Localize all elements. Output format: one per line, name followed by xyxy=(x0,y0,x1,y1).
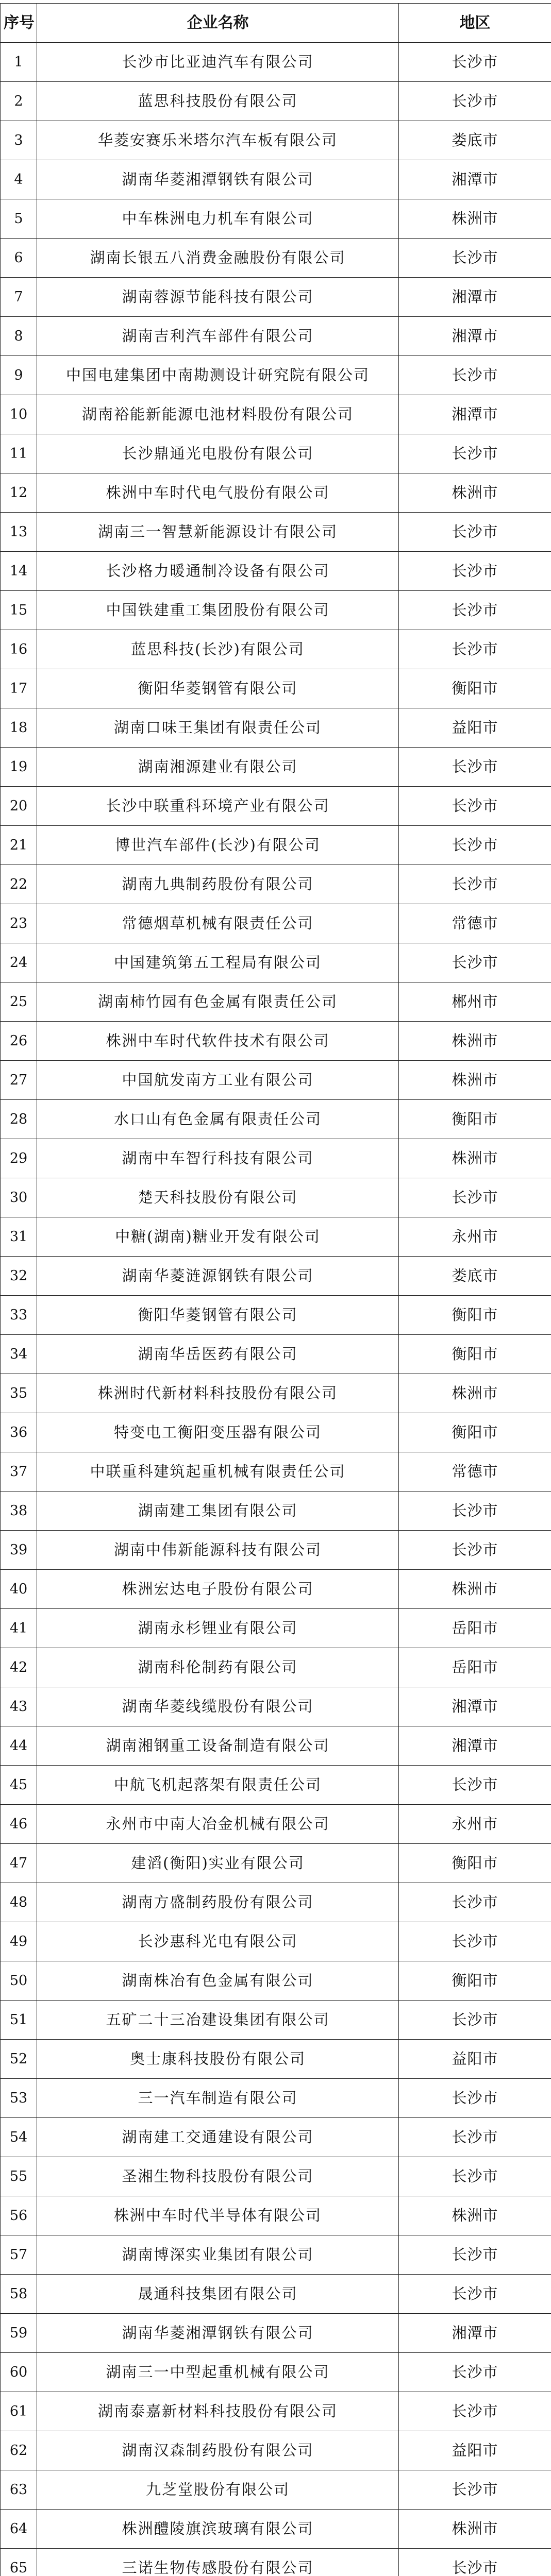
row-enterprise-name: 特变电工衡阳变压器有限公司 xyxy=(37,1413,399,1452)
row-serial-number: 38 xyxy=(1,1492,37,1531)
row-serial-number: 48 xyxy=(1,1883,37,1922)
row-serial-number: 16 xyxy=(1,630,37,669)
table-row xyxy=(1,1257,551,1296)
row-region: 岳阳市 xyxy=(399,1648,551,1687)
row-serial-number: 49 xyxy=(1,1922,37,1961)
table-row xyxy=(1,1531,551,1570)
row-enterprise-name: 湖南株冶有色金属有限公司 xyxy=(37,1961,399,2001)
row-serial-number: 1 xyxy=(1,43,37,82)
row-enterprise-name: 湖南泰嘉新材料科技股份有限公司 xyxy=(37,2392,399,2431)
row-enterprise-name: 湖南华菱涟源钢铁有限公司 xyxy=(37,1257,399,1296)
row-serial-number: 5 xyxy=(1,199,37,239)
row-serial-number: 22 xyxy=(1,865,37,904)
row-enterprise-name: 湖南科伦制药有限公司 xyxy=(37,1648,399,1687)
row-enterprise-name: 永州市中南大冶金机械有限公司 xyxy=(37,1805,399,1844)
row-region: 湘潭市 xyxy=(399,1726,551,1766)
row-enterprise-name: 湖南博深实业集团有限公司 xyxy=(37,2235,399,2275)
row-enterprise-name: 湖南华菱线缆股份有限公司 xyxy=(37,1687,399,1726)
row-serial-number: 17 xyxy=(1,669,37,708)
row-enterprise-name: 中糖(湖南)糖业开发有限公司 xyxy=(37,1217,399,1257)
row-serial-number: 24 xyxy=(1,943,37,982)
row-serial-number: 56 xyxy=(1,2196,37,2235)
row-serial-number: 28 xyxy=(1,1100,37,1139)
row-region: 长沙市 xyxy=(399,1883,551,1922)
row-enterprise-name: 衡阳华菱钢管有限公司 xyxy=(37,1296,399,1335)
table-row xyxy=(1,2314,551,2353)
table-row xyxy=(1,630,551,669)
row-region: 湘潭市 xyxy=(399,2314,551,2353)
table-row xyxy=(1,473,551,513)
row-enterprise-name: 衡阳华菱钢管有限公司 xyxy=(37,669,399,708)
row-serial-number: 20 xyxy=(1,787,37,826)
table-row xyxy=(1,1061,551,1100)
row-enterprise-name: 湖南方盛制药股份有限公司 xyxy=(37,1883,399,1922)
row-region: 常德市 xyxy=(399,904,551,943)
row-enterprise-name: 株洲时代新材料科技股份有限公司 xyxy=(37,1374,399,1413)
row-region: 长沙市 xyxy=(399,943,551,982)
row-enterprise-name: 长沙中联重科环境产业有限公司 xyxy=(37,787,399,826)
row-enterprise-name: 湖南湘源建业有限公司 xyxy=(37,748,399,787)
row-region: 娄底市 xyxy=(399,1257,551,1296)
table-row xyxy=(1,1374,551,1413)
row-region: 株洲市 xyxy=(399,1139,551,1178)
row-serial-number: 29 xyxy=(1,1139,37,1178)
table-row xyxy=(1,1687,551,1726)
row-region: 长沙市 xyxy=(399,1766,551,1805)
row-serial-number: 3 xyxy=(1,121,37,160)
row-serial-number: 51 xyxy=(1,2001,37,2040)
table-header-row xyxy=(1,4,551,43)
row-region: 长沙市 xyxy=(399,2079,551,2118)
row-region: 长沙市 xyxy=(399,1922,551,1961)
table-row xyxy=(1,1335,551,1374)
row-enterprise-name: 湖南湘钢重工设备制造有限公司 xyxy=(37,1726,399,1766)
row-region: 长沙市 xyxy=(399,2353,551,2392)
row-serial-number: 13 xyxy=(1,513,37,552)
table-row xyxy=(1,2392,551,2431)
table-row xyxy=(1,787,551,826)
row-region: 长沙市 xyxy=(399,2157,551,2196)
row-enterprise-name: 湖南九典制药股份有限公司 xyxy=(37,865,399,904)
header-region: 地区 xyxy=(399,4,551,43)
table-row xyxy=(1,121,551,160)
row-region: 长沙市 xyxy=(399,2235,551,2275)
row-enterprise-name: 湖南建工集团有限公司 xyxy=(37,1492,399,1531)
row-enterprise-name: 湖南吉利汽车部件有限公司 xyxy=(37,317,399,356)
row-region: 长沙市 xyxy=(399,1492,551,1531)
header-enterprise-name: 企业名称 xyxy=(37,4,399,43)
table-row xyxy=(1,1961,551,2001)
row-region: 长沙市 xyxy=(399,239,551,278)
row-enterprise-name: 长沙格力暖通制冷设备有限公司 xyxy=(37,552,399,591)
table-row xyxy=(1,2040,551,2079)
row-enterprise-name: 株洲中车时代软件技术有限公司 xyxy=(37,1022,399,1061)
row-region: 株洲市 xyxy=(399,473,551,513)
row-serial-number: 61 xyxy=(1,2392,37,2431)
row-region: 衡阳市 xyxy=(399,1413,551,1452)
row-region: 长沙市 xyxy=(399,787,551,826)
table-row xyxy=(1,708,551,748)
row-serial-number: 62 xyxy=(1,2431,37,2470)
row-serial-number: 44 xyxy=(1,1726,37,1766)
row-region: 永州市 xyxy=(399,1217,551,1257)
row-serial-number: 64 xyxy=(1,2510,37,2549)
row-region: 长沙市 xyxy=(399,826,551,865)
row-serial-number: 35 xyxy=(1,1374,37,1413)
row-serial-number: 4 xyxy=(1,160,37,199)
row-region: 长沙市 xyxy=(399,82,551,121)
row-region: 衡阳市 xyxy=(399,1335,551,1374)
row-enterprise-name: 三诺生物传感股份有限公司 xyxy=(37,2549,399,2576)
table-row xyxy=(1,395,551,434)
table-row xyxy=(1,1766,551,1805)
row-enterprise-name: 蓝思科技股份有限公司 xyxy=(37,82,399,121)
table-row xyxy=(1,1139,551,1178)
row-region: 长沙市 xyxy=(399,552,551,591)
table-row xyxy=(1,2001,551,2040)
table-row xyxy=(1,356,551,395)
row-enterprise-name: 楚天科技股份有限公司 xyxy=(37,1178,399,1217)
row-region: 湘潭市 xyxy=(399,395,551,434)
row-region: 长沙市 xyxy=(399,1178,551,1217)
row-enterprise-name: 株洲宏达电子股份有限公司 xyxy=(37,1570,399,1609)
row-serial-number: 46 xyxy=(1,1805,37,1844)
row-serial-number: 36 xyxy=(1,1413,37,1452)
row-enterprise-name: 博世汽车部件(长沙)有限公司 xyxy=(37,826,399,865)
row-enterprise-name: 湖南三一智慧新能源设计有限公司 xyxy=(37,513,399,552)
row-enterprise-name: 株洲中车时代半导体有限公司 xyxy=(37,2196,399,2235)
row-serial-number: 40 xyxy=(1,1570,37,1609)
row-enterprise-name: 水口山有色金属有限责任公司 xyxy=(37,1100,399,1139)
table-row xyxy=(1,1726,551,1766)
row-region: 长沙市 xyxy=(399,1531,551,1570)
enterprise-list-sheet xyxy=(0,3,551,2576)
row-region: 株洲市 xyxy=(399,1061,551,1100)
table-row xyxy=(1,160,551,199)
row-region: 益阳市 xyxy=(399,708,551,748)
row-region: 衡阳市 xyxy=(399,1844,551,1883)
row-serial-number: 8 xyxy=(1,317,37,356)
row-serial-number: 7 xyxy=(1,278,37,317)
table-body xyxy=(1,43,551,2576)
row-region: 长沙市 xyxy=(399,513,551,552)
row-region: 长沙市 xyxy=(399,865,551,904)
row-serial-number: 25 xyxy=(1,982,37,1022)
row-serial-number: 60 xyxy=(1,2353,37,2392)
row-enterprise-name: 中车株洲电力机车有限公司 xyxy=(37,199,399,239)
table-row xyxy=(1,669,551,708)
row-enterprise-name: 株洲中车时代电气股份有限公司 xyxy=(37,473,399,513)
row-enterprise-name: 湖南华菱湘潭钢铁有限公司 xyxy=(37,2314,399,2353)
row-region: 衡阳市 xyxy=(399,1100,551,1139)
table-row xyxy=(1,43,551,82)
row-enterprise-name: 长沙鼎通光电股份有限公司 xyxy=(37,434,399,473)
row-enterprise-name: 湖南柿竹园有色金属有限责任公司 xyxy=(37,982,399,1022)
row-region: 常德市 xyxy=(399,1452,551,1492)
table-row xyxy=(1,239,551,278)
table-row xyxy=(1,1883,551,1922)
row-enterprise-name: 湖南三一中型起重机械有限公司 xyxy=(37,2353,399,2392)
row-serial-number: 59 xyxy=(1,2314,37,2353)
row-region: 衡阳市 xyxy=(399,1296,551,1335)
row-region: 湘潭市 xyxy=(399,160,551,199)
table-row xyxy=(1,434,551,473)
row-region: 湘潭市 xyxy=(399,317,551,356)
row-enterprise-name: 湖南华菱湘潭钢铁有限公司 xyxy=(37,160,399,199)
row-serial-number: 52 xyxy=(1,2040,37,2079)
row-serial-number: 33 xyxy=(1,1296,37,1335)
row-region: 郴州市 xyxy=(399,982,551,1022)
row-enterprise-name: 中国电建集团中南勘测设计研究院有限公司 xyxy=(37,356,399,395)
table-row xyxy=(1,2157,551,2196)
row-serial-number: 21 xyxy=(1,826,37,865)
row-serial-number: 12 xyxy=(1,473,37,513)
row-region: 衡阳市 xyxy=(399,1961,551,2001)
row-enterprise-name: 三一汽车制造有限公司 xyxy=(37,2079,399,2118)
table-row xyxy=(1,2431,551,2470)
table-row xyxy=(1,1648,551,1687)
row-enterprise-name: 湖南中伟新能源科技有限公司 xyxy=(37,1531,399,1570)
table-row xyxy=(1,317,551,356)
table-row xyxy=(1,2470,551,2510)
row-region: 株洲市 xyxy=(399,1374,551,1413)
row-region: 益阳市 xyxy=(399,2431,551,2470)
table-row xyxy=(1,904,551,943)
table-row xyxy=(1,748,551,787)
row-region: 娄底市 xyxy=(399,121,551,160)
row-region: 株洲市 xyxy=(399,2196,551,2235)
row-serial-number: 54 xyxy=(1,2118,37,2157)
row-enterprise-name: 华菱安赛乐米塔尔汽车板有限公司 xyxy=(37,121,399,160)
row-serial-number: 43 xyxy=(1,1687,37,1726)
row-serial-number: 18 xyxy=(1,708,37,748)
table-row xyxy=(1,1452,551,1492)
row-enterprise-name: 长沙惠科光电有限公司 xyxy=(37,1922,399,1961)
row-region: 长沙市 xyxy=(399,748,551,787)
table-row xyxy=(1,2235,551,2275)
row-serial-number: 23 xyxy=(1,904,37,943)
table-row xyxy=(1,513,551,552)
row-enterprise-name: 五矿二十三冶建设集团有限公司 xyxy=(37,2001,399,2040)
table-row xyxy=(1,1609,551,1648)
row-enterprise-name: 中联重科建筑起重机械有限责任公司 xyxy=(37,1452,399,1492)
table-row xyxy=(1,552,551,591)
table-row xyxy=(1,865,551,904)
row-serial-number: 57 xyxy=(1,2235,37,2275)
row-enterprise-name: 九芝堂股份有限公司 xyxy=(37,2470,399,2510)
row-serial-number: 63 xyxy=(1,2470,37,2510)
row-serial-number: 6 xyxy=(1,239,37,278)
row-serial-number: 10 xyxy=(1,395,37,434)
row-serial-number: 47 xyxy=(1,1844,37,1883)
row-serial-number: 11 xyxy=(1,434,37,473)
table-row xyxy=(1,1570,551,1609)
row-region: 株洲市 xyxy=(399,1570,551,1609)
row-serial-number: 37 xyxy=(1,1452,37,1492)
row-enterprise-name: 湖南长银五八消费金融股份有限公司 xyxy=(37,239,399,278)
row-serial-number: 45 xyxy=(1,1766,37,1805)
table-row xyxy=(1,82,551,121)
row-enterprise-name: 晟通科技集团有限公司 xyxy=(37,2275,399,2314)
row-region: 长沙市 xyxy=(399,356,551,395)
row-region: 湘潭市 xyxy=(399,1687,551,1726)
table-row xyxy=(1,199,551,239)
row-enterprise-name: 湖南华岳医药有限公司 xyxy=(37,1335,399,1374)
row-region: 长沙市 xyxy=(399,434,551,473)
row-enterprise-name: 长沙市比亚迪汽车有限公司 xyxy=(37,43,399,82)
row-enterprise-name: 中国铁建重工集团股份有限公司 xyxy=(37,591,399,630)
table-row xyxy=(1,1844,551,1883)
row-region: 长沙市 xyxy=(399,43,551,82)
row-enterprise-name: 湖南蓉源节能科技有限公司 xyxy=(37,278,399,317)
table-row xyxy=(1,1178,551,1217)
table-row xyxy=(1,1217,551,1257)
enterprise-table xyxy=(0,3,551,2576)
row-region: 长沙市 xyxy=(399,2549,551,2576)
row-serial-number: 58 xyxy=(1,2275,37,2314)
row-serial-number: 41 xyxy=(1,1609,37,1648)
table-row xyxy=(1,2118,551,2157)
row-enterprise-name: 株洲醴陵旗滨玻璃有限公司 xyxy=(37,2510,399,2549)
table-row xyxy=(1,1413,551,1452)
row-region: 岳阳市 xyxy=(399,1609,551,1648)
table-row xyxy=(1,1022,551,1061)
row-enterprise-name: 湖南建工交通建设有限公司 xyxy=(37,2118,399,2157)
table-row xyxy=(1,1296,551,1335)
table-row xyxy=(1,278,551,317)
table-row xyxy=(1,1492,551,1531)
row-serial-number: 27 xyxy=(1,1061,37,1100)
row-serial-number: 19 xyxy=(1,748,37,787)
row-serial-number: 14 xyxy=(1,552,37,591)
row-serial-number: 39 xyxy=(1,1531,37,1570)
table-row xyxy=(1,826,551,865)
row-region: 长沙市 xyxy=(399,2470,551,2510)
row-region: 益阳市 xyxy=(399,2040,551,2079)
row-region: 长沙市 xyxy=(399,2118,551,2157)
row-serial-number: 50 xyxy=(1,1961,37,2001)
row-enterprise-name: 中国航发南方工业有限公司 xyxy=(37,1061,399,1100)
table-row xyxy=(1,2079,551,2118)
row-enterprise-name: 湖南汉森制药股份有限公司 xyxy=(37,2431,399,2470)
row-serial-number: 55 xyxy=(1,2157,37,2196)
table-row xyxy=(1,943,551,982)
table-row xyxy=(1,2353,551,2392)
table-row xyxy=(1,1100,551,1139)
row-enterprise-name: 湖南口味王集团有限责任公司 xyxy=(37,708,399,748)
row-region: 长沙市 xyxy=(399,630,551,669)
row-enterprise-name: 奥士康科技股份有限公司 xyxy=(37,2040,399,2079)
row-serial-number: 31 xyxy=(1,1217,37,1257)
row-enterprise-name: 湖南中车智行科技有限公司 xyxy=(37,1139,399,1178)
row-region: 湘潭市 xyxy=(399,278,551,317)
row-region: 长沙市 xyxy=(399,2275,551,2314)
row-serial-number: 42 xyxy=(1,1648,37,1687)
row-enterprise-name: 圣湘生物科技股份有限公司 xyxy=(37,2157,399,2196)
row-enterprise-name: 建滔(衡阳)实业有限公司 xyxy=(37,1844,399,1883)
table-row xyxy=(1,982,551,1022)
row-serial-number: 34 xyxy=(1,1335,37,1374)
row-region: 株洲市 xyxy=(399,2510,551,2549)
row-enterprise-name: 湖南裕能新能源电池材料股份有限公司 xyxy=(37,395,399,434)
header-serial-number: 序号 xyxy=(1,4,37,43)
table-row xyxy=(1,2510,551,2549)
row-region: 株洲市 xyxy=(399,1022,551,1061)
row-region: 衡阳市 xyxy=(399,669,551,708)
table-row xyxy=(1,2275,551,2314)
row-region: 永州市 xyxy=(399,1805,551,1844)
table-row xyxy=(1,1805,551,1844)
row-serial-number: 65 xyxy=(1,2549,37,2576)
row-enterprise-name: 蓝思科技(长沙)有限公司 xyxy=(37,630,399,669)
row-serial-number: 26 xyxy=(1,1022,37,1061)
table-row xyxy=(1,2196,551,2235)
row-region: 长沙市 xyxy=(399,2392,551,2431)
row-enterprise-name: 中航飞机起落架有限责任公司 xyxy=(37,1766,399,1805)
row-serial-number: 9 xyxy=(1,356,37,395)
row-enterprise-name: 湖南永杉锂业有限公司 xyxy=(37,1609,399,1648)
row-enterprise-name: 中国建筑第五工程局有限公司 xyxy=(37,943,399,982)
table-row xyxy=(1,1922,551,1961)
row-region: 长沙市 xyxy=(399,591,551,630)
row-enterprise-name: 常德烟草机械有限责任公司 xyxy=(37,904,399,943)
row-region: 株洲市 xyxy=(399,199,551,239)
row-serial-number: 32 xyxy=(1,1257,37,1296)
row-serial-number: 53 xyxy=(1,2079,37,2118)
row-serial-number: 2 xyxy=(1,82,37,121)
table-row xyxy=(1,591,551,630)
table-row xyxy=(1,2549,551,2576)
row-region: 长沙市 xyxy=(399,2001,551,2040)
row-serial-number: 15 xyxy=(1,591,37,630)
row-serial-number: 30 xyxy=(1,1178,37,1217)
